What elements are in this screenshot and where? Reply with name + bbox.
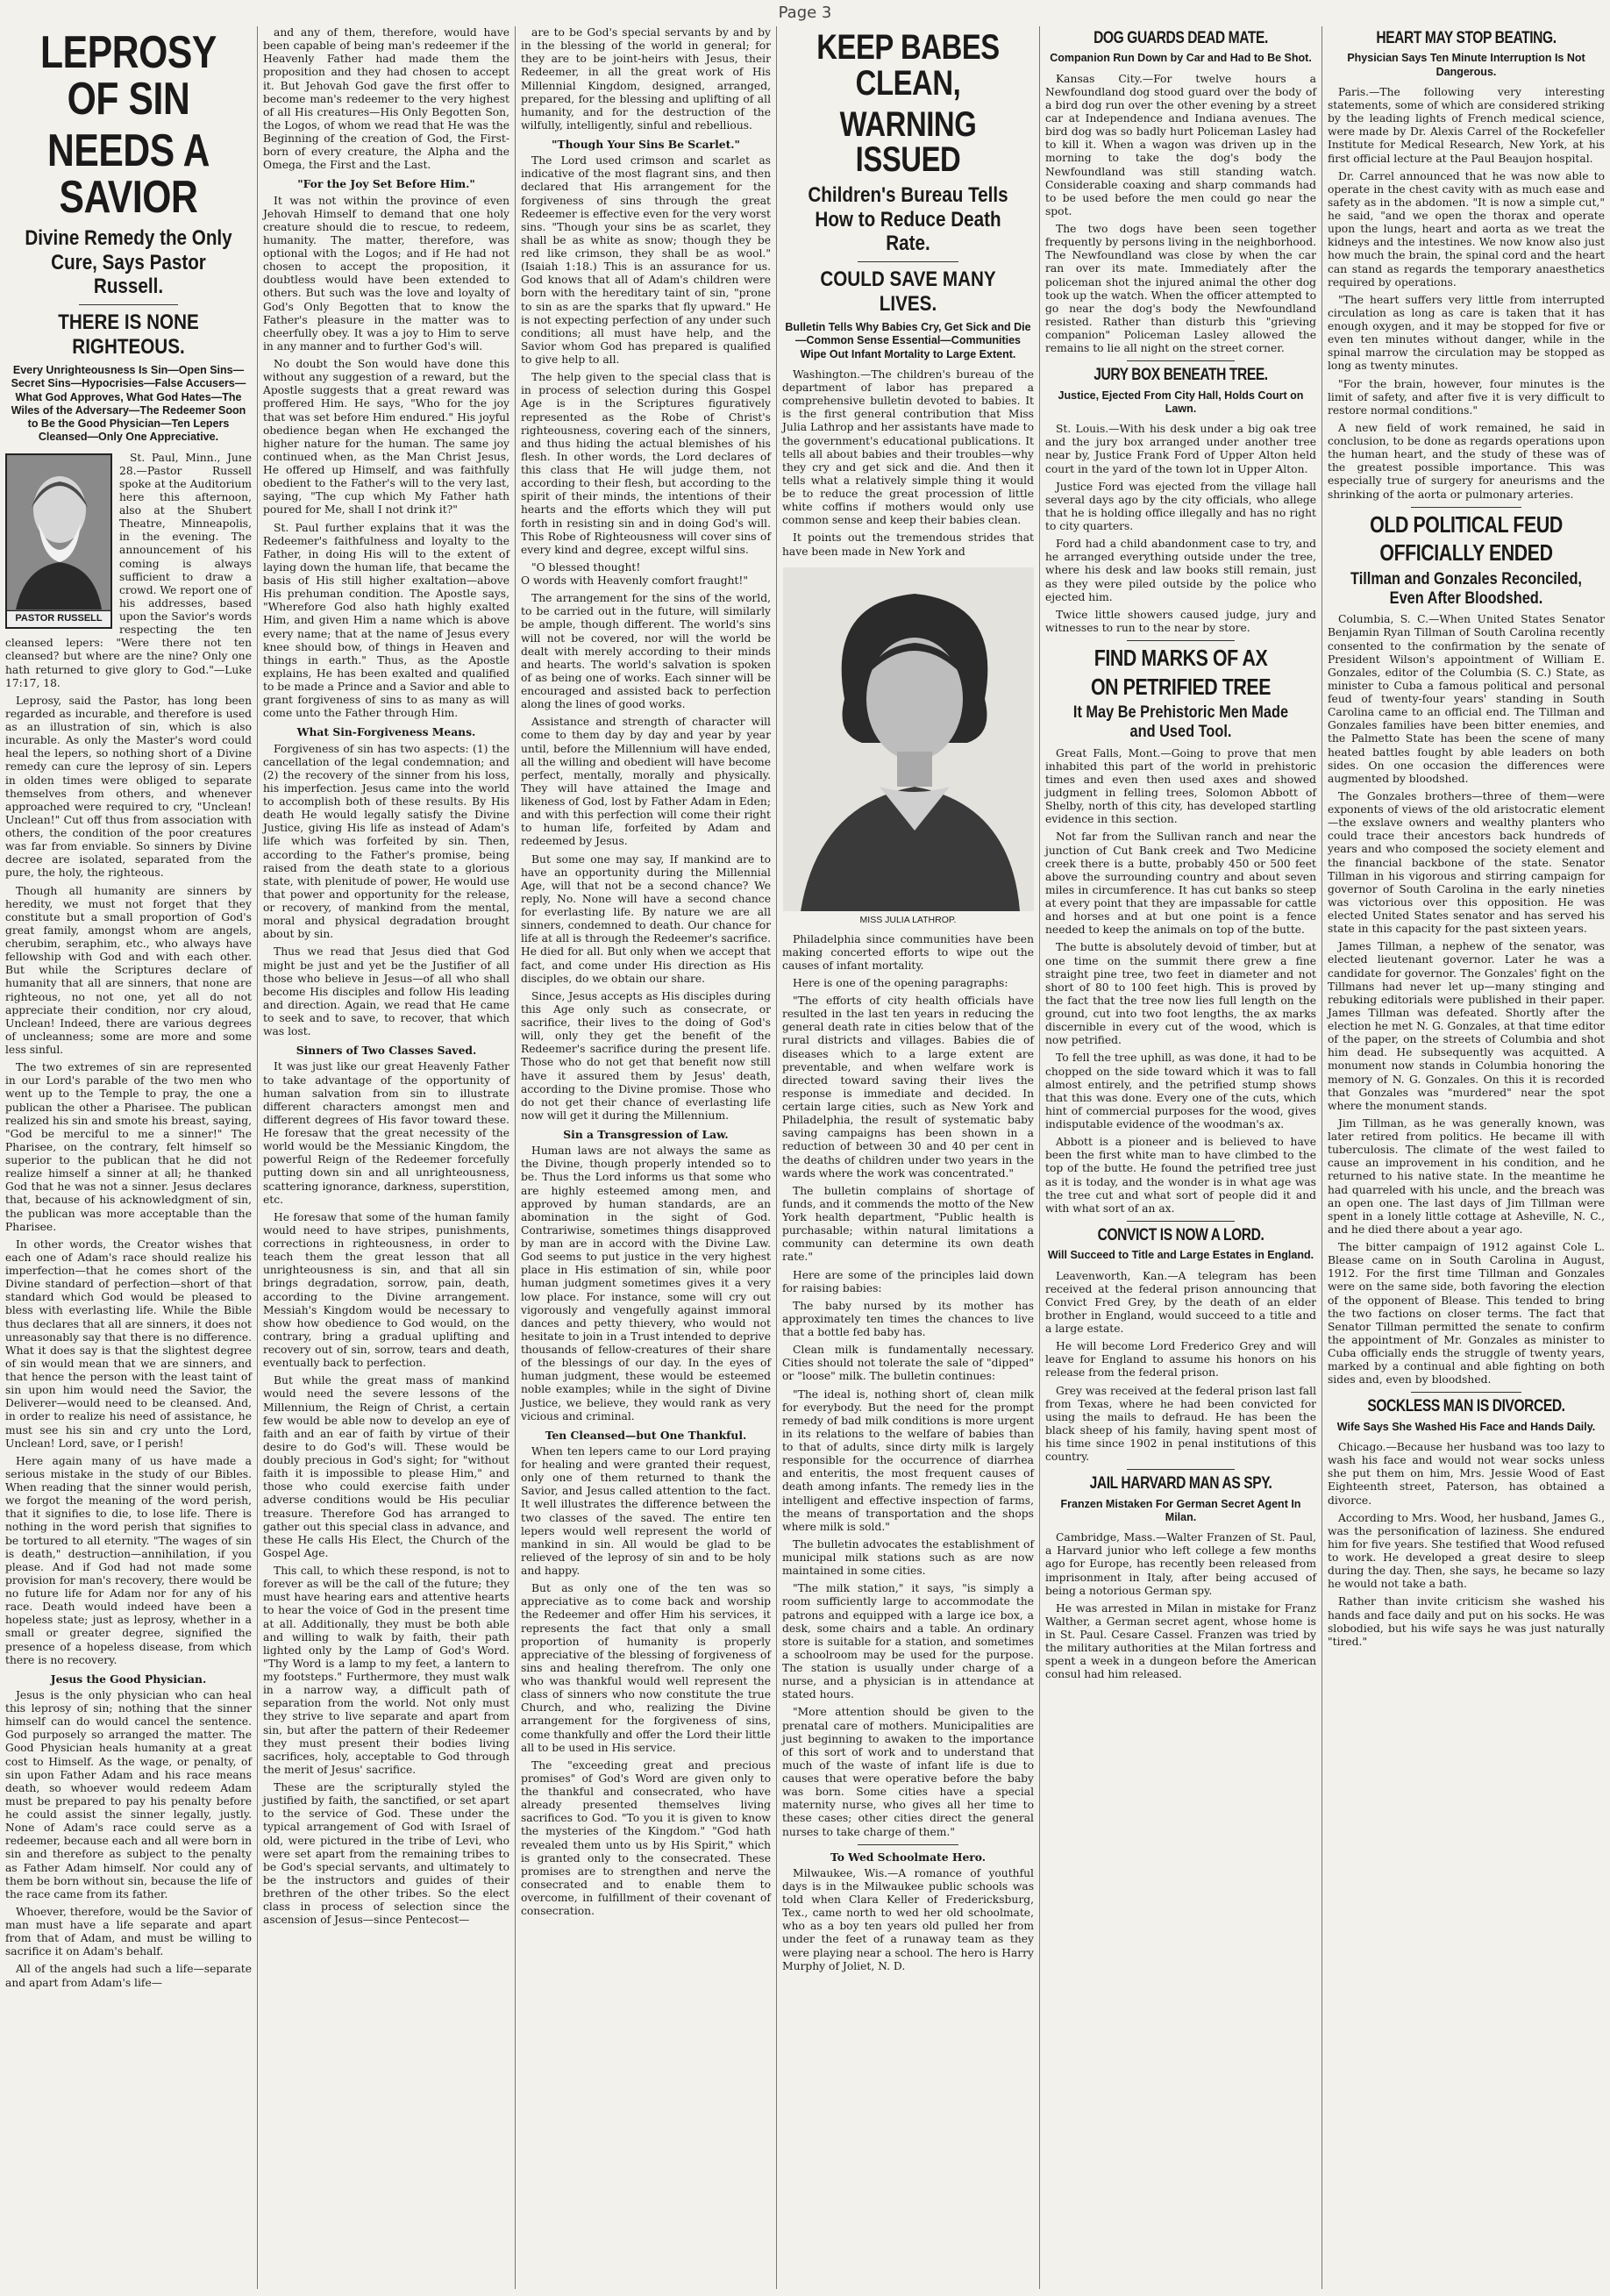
paragraph: Leprosy, said the Pastor, has long been regarded as incurable, and therefore is used as an illustration of sin, which is also incurable. As only the Master's word could heal the lepers, so nothing short of a Divine remedy can cure the leprosy of sin. Lepers in olden times were obliged to separate themselves from others, and whenever approached were required to cry, "Unclean! Unclean!" Cut off thus from association with others, the condition of the poor creatures was far from enviable. So sinners by Divine decree are isolated, separated from the pure, the holy, the righteous.	[5, 694, 252, 880]
paragraph: St. Paul further explains that it was the Redeemer's faithfulness and loyalty to the Father, in doing His will to the extent of laying down the human life, that became the basis of His still higher exaltation—above His prehuman condition. The Apostle says, "Wherefore God also hath highly exalted Him, and given Him a name which is above every name; that at the name of Jesus every knee should bow, of things in Heaven and things in earth." Thus, as the Apostle explains, He has been exalted and qualified to be made a Prince and a Savior and able to grant forgiveness of sins to as many as will come unto the Father through Him.	[263, 521, 509, 720]
paragraph: The bitter campaign of 1912 against Cole L. Blease came on in South Carolina in August, 1912. For the first time Tillman and Gonzales were on the same side, both favoring the election of the opponent of Blease. This tended to bring the two factions on closer terms. The fact that Senator Tillman permitted the senate to confirm the appointment of Mr. Gonzales as minister to Cuba officially ends the struggle of twenty years, marked by a continual and able fighting on both sides and, even by bloodshed.	[1328, 1241, 1605, 1387]
paragraph: Paris.—The following very interesting statements, some of which are considered striking by the leading lights of French medical science, were made by Dr. Alexis Carrel of the Rockefeller Institute for Medical Research, New York, at his first official lecture at the Paul Beaujon hospital.	[1328, 85, 1605, 165]
portrait-image	[7, 455, 110, 610]
paragraph: Rather than invite criticism she washed his hands and face daily and put on his socks. He was slobodied, but his wife says he was just naturally "tired."	[1328, 1595, 1605, 1648]
paragraph: These are the scripturally styled the justified by faith, the sanctified, or set apart to the service of God. These under the typical arrangement of God with Israel of old, were pictured in the tribe of Levi, who were set apart from the remaining tribes to be God's special servants, and ultimately to be the instructors and guides of their brethren of the other tribes. So the elect class in process of selection since the ascension of Jesus—since Pentecost—	[263, 1781, 509, 1927]
keepbabes-headline-2: WARNING ISSUED	[839, 104, 977, 180]
paragraph: "For the brain, however, four minutes is the limit of safety, and after five it is very difficult to restore normal conditions."	[1328, 377, 1605, 417]
markofax-headline-2: ON PETRIFIED TREE	[1090, 673, 1272, 700]
paragraph: "More attention should be given to the prenatal care of mothers. Municipalities are just beginning to awaken to the importance of this sort of work and to understand that much of the waste of infant life is due to causes that were operative before the baby was born. Some cities have a special maternity nurse, who gives all her time to these cases; other cities direct the general nurses to take charge of them."	[782, 1706, 1034, 1838]
paragraph: The baby nursed by its mother has approximately ten times the chances to live that a bottle fed baby has.	[782, 1299, 1034, 1339]
paragraph: Forgiveness of sin has two aspects: (1) the cancellation of the legal condemnation; and (2) the recovery of the sinner from his loss, his imperfection. Jesus came into the world to accomplish both of these results. By His death He would legally satisfy the Divine Justice, giving His life as instead of Adam's life which was forfeited by sin. Then, according to the Father's promise, being raised from the death state to a glorious state, with plenitude of power, He would use that power and opportunity for the release, or recovery, of mankind from the mental, moral and physical degradation brought about by sin.	[263, 742, 509, 941]
feud-subhead: Tillman and Gonzales Reconciled, Even After Bloodshed.	[1350, 569, 1582, 608]
newspaper-page	[0, 26, 1610, 2296]
paragraph: Dr. Carrel announced that he was now able to operate in the chest cavity with as much ease and safety as in the abdomen. "It is now a simple cut," he said, "and we open the thorax and operate upon the lungs, heart and aorta as we treat the kidneys and the intestines. We now know also just how much the brain, the spinal cord and the heart can stand as regards the temporary anaesthetics required by operations.	[1328, 169, 1605, 289]
jurybox-deck: Justice, Ejected From City Hall, Holds Court on Lawn.	[1058, 389, 1304, 415]
paragraph: St. Paul, Minn., June 28.—Pastor Russell spoke at the Auditorium here this afternoon, also at the Shubert Theatre, Minneapolis, in the evening. The announcement of his coming is always sufficient to draw a crowd. We report one of his addresses, based upon the Savior's words respecting the ten cleansed lepers: "Were there not ten cleansed? but where are the nine? Only one hath returned to give glory to God."—Luke 17:17, 18.	[5, 451, 252, 689]
paragraph: The bulletin complains of shortage of funds, and it commends the motto of the New York health department, "Public health is purchasable; within natural limitations a community can determine its own death rate."	[782, 1184, 1034, 1264]
paragraph: Not far from the Sullivan ranch and near the junction of Cut Bank creek and Two Medicine creek there is a butte, probably 450 or 500 feet above the surrounding country and about seven miles in circumference. It has cut banks so steep at every point that they are impassable for cattle and horses and at but one point is a fence needed to keep the animals on top of the butte.	[1045, 831, 1316, 937]
paragraph: According to Mrs. Wood, her husband, James G., was the personification of laziness. She endured him for five years. She testified that Wood refused to work. He developed a great desire to sleep during the day. Then, she says, he became so lazy he would not take a bath.	[1328, 1511, 1605, 1591]
paragraph: The butte is absolutely devoid of timber, but at one time on the summit there grew a fine straight pine tree, two feet in diameter and not short of 80 to 100 feet high. This is proved by the fact that the tree now lies full length on the ground, cut into two foot lengths, the ax marks discernible in every cut of the wood, which is now petrified.	[1045, 941, 1316, 1047]
paragraph: "O blessed thought! O words with Heavenly comfort fraught!"	[521, 560, 749, 587]
paragraph: But some one may say, If mankind are to have an opportunity during the Millennial Age, will that not be a second chance? We reply, No. None will have a second chance for everlasting life. By nature we are all sinners, condemned to death. Our chance for life at all is through the Redeemer's sacrifice. He died for all. But only when we accept that fact, and come under His direction as His disciples, do we obtain our share.	[521, 852, 771, 985]
paragraph: Human laws are not always the same as the Divine, though properly intended so to be. Thus the Lord informs us that some who are highly esteemed among men, and approved by human standards, are an abomination in the sight of God. Contrariwise, sometimes things disapproved by man are in accord with the Divine Law. God seems to put justice in the very highest place in His estimation of sin, while poor human judgment sometimes gives it a very low place. For instance, some will cry out vigorously and vengefully against immoral dances and petty thievery, who would not hesitate to join in a Trust intended to deprive thousands of fellow-creatures of their share of the blessings of our day. In the eyes of human judgment, these would be esteemed noble examples; while in the sight of Divine Justice, we believe, they would rank as very vicious and criminal.	[521, 1144, 771, 1423]
paragraph: In other words, the Creator wishes that each one of Adam's race should realize his imperfection—that he comes short of the Divine standard of perfection—short of that standard which God would be pleased to bless with everlasting life. While the Bible thus declares that all are sinners, it does not unreasonably say that there is no difference. What it does say is that the slightest degree of sin would mean that we are sinners, and that hence the person with the least taint of sin upon him would need the Savior, the Deliverer—would need to be cleansed. And, in order to realize his need of assistance, he must see his sin and cry unto the Lord, Unclean! Lord, save, or I perish!	[5, 1237, 252, 1450]
paragraph: The Gonzales brothers—three of them—were exponents of views of the old aristocratic element—the exslave owners and wealthy planters who could trace their ancestors back hundreds of years and who composed the society element and the financial backbone of the state. Senator Tillman in his vigorous and stirring campaign for governor of South Carolina in the early nineties was victorious over this opposition. He was elected United States senator and has served his state in this capacity for the past sixteen years.	[1328, 789, 1605, 936]
paragraph: Grey was received at the federal prison last fall from Texas, where he had been convicted for using the mails to defraud. He has been the black sheep of his family, having spent most of his time since 1902 in penal institutions of this country.	[1045, 1384, 1316, 1464]
paragraph: St. Louis.—With his desk under a big oak tree and the jury box arranged under another tree near by, Justice Frank Ford of Upper Alton held court in the yard of the town lot in Upper Alton.	[1045, 423, 1316, 475]
paragraph: Columbia, S. C.—When United States Senator Benjamin Ryan Tillman of South Carolina recently consented to the confirmation by the senate of President Wilson's appointment of William E. Gonzales, editor of the Columbia (S. C.) State, as minister to Cuba a famous political and personal feud of twenty-four years' standing in South Carolina came to an official end. The Tillman and Gonzales families have been bitter enemies, and the Palmetto State has been the scene of many heated battles fought by able leaders on both sides. On one occasion the differences were augmented by bloodshed.	[1328, 613, 1605, 785]
feud-headline-1: OLD POLITICAL FEUD	[1370, 510, 1563, 538]
paragraph: Here are some of the principles laid down for raising babies:	[782, 1268, 1034, 1294]
sockless-deck: Wife Says She Washed His Face and Hands Daily.	[1336, 1420, 1596, 1433]
dogguards-deck: Companion Run Down by Car and Had to Be Shot.	[1050, 52, 1312, 65]
paragraph: Assistance and strength of character will come to them day by day and year by year until, before the Millennium will have ended, all the willing and obedient will have become perfect, mentally, morally and physically. They will have attained the Image and likeness of God, lost by Father Adam in Eden; and with this perfection will come their right to human life, forfeited by Adam and redeemed by Jesus.	[521, 716, 771, 848]
markofax-headline-1: FIND MARKS OF AX	[1094, 645, 1268, 671]
column-1	[0, 26, 258, 2289]
paragraph: "The efforts of city health officials have resulted in the last ten years in reducing the general death rate in cities below that of the rural districts and villages. Babies die of diseases which to a large extent are preventable, and when welfare work is directed toward saving their lives the response is immediate and decided. In certain large cities, such as New York and Philadelphia, the result of systematic baby saving campaigns has been shown in a reduction of between 30 and 40 per cent in the deaths of children under two years in the wards where the work was concentrated."	[782, 995, 1034, 1180]
paragraph: The arrangement for the sins of the world, to be carried out in the future, will similarly be ample, though different. The world's sins will not be covered, nor will the world be dealt with merely according to their minds and hearts. The world's salvation is spoken of as being one of works. Each sinner will be encouraged and assisted back to perfection along the lines of good works.	[521, 592, 771, 711]
heart-deck: Physician Says Ten Minute Interruption Is Not Dangerous.	[1347, 52, 1585, 78]
paragraph: The bulletin advocates the establishment of municipal milk stations such as are now maintained in some cities.	[782, 1537, 1034, 1578]
paragraph: Justice Ford was ejected from the village hall several days ago by the city officials, who allege that he is holding office illegally and has no right to city quarters.	[1045, 480, 1316, 532]
paragraph: Since, Jesus accepts as His disciples during this Age only such as consecrate, or sacrifice, their lives to the doing of God's will, only they get the benefit of the Redeemer's sacrifice during the present life. Those who do not get that benefit now still have it assured them by Jesus' death, according to the Divine promise. Those who do not get their chance of everlasting life now will get it during the Millennium.	[521, 989, 771, 1122]
heart-headline: HEART MAY STOP BEATING.	[1376, 29, 1557, 47]
paragraph: Jesus is the only physician who can heal this leprosy of sin; nothing that the sinner himself can do would cancel the sentence. God purposely so arranged the matter. The Good Physician heals humanity at a great cost to Himself. As the wage, or penalty, of sin upon Father Adam and his race means death, so whoever would redeem Adam must be prepared to pay his penalty before he could assist the sinner legally, justly. None of Adam's race could serve as a redeemer, because each and all were born in sin and therefore as subject to the penalty as Father Adam himself. Nor could any of them be born without sin, because the life of the race came from its father.	[5, 1688, 252, 1900]
paragraph: To fell the tree uphill, as was done, it had to be chopped on the side toward which it was to fall almost entirely, and the petrified stump shows that this was done. Every one of the cuts, which hint of commercial purposes for the wood, gives indisputable evidence of the woodman's ax.	[1045, 1052, 1316, 1131]
paragraph: Here again many of us have made a serious mistake in the study of our Bibles. When reading that the sinner would perish, we forgot the meaning of the word perish, that it signifies to die, to lose life. There is nothing in the word perish that signifies to be tortured to all eternity. "The wages of sin is death," destruction—annihilation, if you please. And if God had not made some provision for man's recovery, there would be no future life for Adam nor for any of his race. Death would indeed have been a hopeless state; just as leprosy, whether in a small or greater degree, signified the presence of a hopeless disease, from which there is no recovery.	[5, 1454, 252, 1666]
paragraph: The "exceeding great and precious promises" of God's Word are given only to the thankful and consecrated, who have already presented themselves living sacrifices to God. "To you it is given to know the mysteries of the Kingdom." "God hath revealed them unto us by His Spirit," which is granted only to the consecrated. These promises are to strengthen and nerve the consecrated and to enable them to overcome, in fulfillment of their covenant of consecration.	[521, 1758, 771, 1918]
paragraph: Twice little showers caused judge, jury and witnesses to run to the near by store.	[1045, 608, 1316, 634]
column-6	[1322, 26, 1610, 2289]
column-2	[258, 26, 516, 2289]
keepbabes-deck: Bulletin Tells Why Babies Cry, Get Sick and Die—Common Sense Essential—Communities Wipe Out Infant Mortality to Large Extent.	[785, 321, 1031, 360]
paragraph: Ford had a child abandonment case to try, and he arranged everything outside under the tree, where his desk and law books still remain, just as they were piled outside by the police who ejected him.	[1045, 538, 1316, 603]
leprosy-deck: Every Unrighteousness Is Sin—Open Sins—Secret Sins—Hypocrisies—False Accusers—What God Approves, What God Hates—The Wiles of the Adversary—The Redeemer Soon to Be the Good Physician—Ten Lepers Cleansed—Only One Appreciative.	[11, 364, 246, 444]
paragraph: Clean milk is fundamentally necessary. Cities should not tolerate the sale of "dipped" or "loose" milk. The bulletin continues:	[782, 1344, 1034, 1383]
column-3	[516, 26, 777, 2289]
section-heading: Jesus the Good Physician.	[50, 1672, 207, 1686]
paragraph: The two dogs have been seen together frequently by persons living in the neighborhood. The Newfoundland was close by when the car ran over its mate. Immediately after the policeman shot the injured animal the other dog took up the watch. When the officer attempted to go near the dog's body the Newfoundland resisted. Rather than disturb this "grieving companion" Policeman Lasley allowed the remains to lie all night on the street corner.	[1045, 223, 1316, 355]
section-heading: Sinners of Two Classes Saved.	[296, 1044, 477, 1058]
pastor-russell-portrait	[5, 453, 112, 629]
leprosy-subhead: Divine Remedy the Only Cure, Says Pastor Russell.	[25, 226, 232, 299]
paragraph: All of the angels had such a life—separate and apart from Adam's life—	[5, 1963, 252, 1989]
paragraph: Thus we read that Jesus died that God might be just and yet be the Justifier of all those who believe in Jesus—of all who shall become His disciples and follow His leading and direction. Again, we read that He came to seek and to save, to recover, that which was lost.	[263, 945, 509, 1038]
paragraph: Though all humanity are sinners by heredity, we must not forget that they constitute but a small proportion of God's great family, amongst whom are angels, cherubim, seraphim, etc., who always have fellowship with God and with each other. But while the Scriptures declare of humanity that all are sinners, that none are righteous, no not one, yet all do not appreciate their condition, nor cry aloud, Unclean! Indeed, there are various degrees of uncleanness; some are more and some less sinful.	[5, 884, 252, 1057]
paragraph: The two extremes of sin are represented in our Lord's parable of the two men who went up to the Temple to pray, the one a publican the other a Pharisee. The publican realized his sin and smote his breast, saying, "God be merciful to me a sinner!" The Pharisee, on the contrary, felt himself so superior to the publican that he did not realize himself a sinner at all; he thanked God that he was not a sinner. Jesus declares that, because of his acknowledgment of sin, the publican was more acceptable than the Pharisee.	[5, 1061, 252, 1233]
keepbabes-subhead-2: COULD SAVE MANY LIVES.	[820, 267, 996, 316]
paragraph: He will become Lord Frederico Grey and will leave for England to assume his honors on his release from the federal prison.	[1045, 1340, 1316, 1380]
paragraph: "The ideal is, nothing short of, clean milk for everybody. But the need for the prompt remedy of bad milk conditions is more urgent in its relations to the welfare of babies than to that of adults, since dirty milk is largely responsible for the occurrence of diarrhea and enteritis, the most frequent causes of death among infants. The remedy lies in the intelligent and effective inspection of farms, the means of transportation and the shops where milk is sold."	[782, 1387, 1034, 1533]
paragraph: "The heart suffers very little from interrupted circulation as long as care is taken that it has enough oxygen, and it may be stopped for five or even ten minutes without danger, while in the spinal marrow the circulation may be stopped as long as twenty minutes.	[1328, 293, 1605, 373]
paragraph: Leavenworth, Kan.—A telegram has been received at the federal prison announcing that Convict Fred Grey, by the death of an elder brother in England, would succeed to a title and a large estate.	[1045, 1269, 1316, 1336]
section-heading: Sin a Transgression of Law.	[563, 1128, 729, 1141]
jurybox-headline: JURY BOX BENEATH TREE.	[1094, 366, 1268, 385]
paragraph: A new field of work remained, he said in conclusion, to be done as regards operations upon the human heart, and the study of these was of the greatest possible importance. This was especially true of surgery for aneurisms and the shrinking of the aorta or pulmonary arteries.	[1328, 421, 1605, 501]
paragraph: The Lord used crimson and scarlet as indicative of the most flagrant sins, and then declared that His arrangement for the forgiveness of sins through the great Redeemer is effective even for the very worst sins. "Though your sins be as scarlet, they shall be as white as snow; though they be red like crimson, they shall be as wool." (Isaiah 1:18.) This is an assurance for us. God knows that all of Adam's children were born with the hereditary taint of sin, "prone to sin as are the sparks that fly upward." He is not expecting perfection of any under such conditions; all must have help, and the Savior whom God has prepared is qualified to give help to all.	[521, 154, 771, 366]
paragraph: It was not within the province of even Jehovah Himself to demand that one holy creature should die to rescue, to redeem, humanity. The matter, therefore, was optional with the Logos; and if He had not chosen to accept the proposition, it doubtless would have been extended to others. But such was the love and loyalty of God's Only Begotten that to know the Father's pleasure in the matter was to cheerfully obey. It was a joy to Him to serve in any manner and to further God's will.	[263, 194, 509, 353]
paragraph: But while the great mass of mankind would need the severe lessons of the Millennium, the Reign of Christ, a certain few would be able now to develop an eye of faith and an ear of faith by virtue of their desire to do God's will. These would be doubly precious in God's sight; for "without faith it is impossible to please Him," and those who could exercise faith under adverse conditions would be His peculiar treasure. Therefore God has arranged to gather out this special class in advance, and these He calls His Elect, the Church of the Gospel Age.	[263, 1374, 509, 1559]
harvard-headline: JAIL HARVARD MAN AS SPY.	[1089, 1474, 1272, 1494]
paragraph: Abbott is a pioneer and is believed to have been the first white man to have climbed to the top of the butte. He found the petrified tree just as it is today, and the wonder is in what age was the tree cut and what sort of people did it and with what sort of an ax.	[1045, 1136, 1316, 1215]
paragraph: Washington.—The children's bureau of the department of labor has prepared a comprehensive bulletin devoted to babies. It is the first general contribution that Miss Julia Lathrop and her assistants have made to the government's educational publications. It tells all about babies and their troubles—why they cry and get sick and die. And then it tells what a relatively simple thing it would be to reduce the great procession of little white coffins if mothers would only use common sense and keep their babies clean.	[782, 367, 1034, 527]
feud-headline-2: OFFICIALLY ENDED	[1379, 539, 1553, 567]
photo-caption: MISS JULIA LATHROP.	[859, 914, 957, 925]
page-marker: Page 3	[778, 4, 832, 22]
paragraph: No doubt the Son would have done this without any suggestion of a reward, but the Apostle suggests that a great reward was proffered Him. He says, "Who for the joy that was set before Him endured." His joyful obedience began when He exchanged the higher nature for the human. The same joy continued when, as the Man Christ Jesus, He offered up Himself, and was faithfully obedient to the Father's will to the very last, saying, "The cup which My Father hath poured for Me, shall I not drink it?"	[263, 358, 509, 517]
section-heading: "Though Your Sins Be Scarlet."	[552, 138, 740, 151]
markofax-subhead: It May Be Prehistoric Men Made and Used Tool.	[1072, 703, 1289, 741]
paragraph: Kansas City.—For twelve hours a Newfoundland dog stood guard over the body of a bird dog run over the other evening by a street car at Independence and Indiana avenues. The bird dog was so badly hurt Policeman Lasley had to kill it. When a wagon was driven up in the morning to take the dog's body the Newfoundland was still standing watch. Considerable coaxing and sharp commands had to be used before the men could go near the spot.	[1045, 72, 1316, 217]
section-heading: Ten Cleansed—but One Thankful.	[545, 1428, 747, 1442]
paragraph: Whoever, therefore, would be the Savior of man must have a life separate and apart from that of Adam, and must be willing to sacrifice it on Adam's behalf.	[5, 1905, 252, 1958]
julia-lathrop-photo	[783, 567, 1034, 911]
paragraph: He foresaw that some of the human family would need to have stripes, punishments, corrections in righteousness, in order to teach them the great lesson that all unrighteousness is sin, and that all sin brings degradation, sorrow, pain, death, according to the Divine arrangement. Messiah's Kingdom would be necessary to show how obedience to God would, on the contrary, bring a gradual uplifting and recovery out of sin, sorrow, tears and death, eventually back to perfection.	[263, 1210, 509, 1370]
harvard-deck: Franzen Mistaken For German Secret Agent In Milan.	[1060, 1497, 1301, 1523]
paragraph: and any of them, therefore, would have been capable of being man's redeemer if the Heavenly Father had made them the proposition and they had chosen to accept it. But Jehovah God gave the first offer to become man's redeemer to the very highest of all His creatures—His Only Begotten Son, the Logos, of whom we read that He was the Beginning of the creation of God, the First-born of every creature, the Alpha and the Omega, the First and the Last.	[263, 26, 509, 172]
paragraph: It points out the tremendous strides that have been made in New York and	[782, 531, 1034, 558]
section-heading: "For the Joy Set Before Him."	[297, 177, 475, 191]
paragraph: Chicago.—Because her husband was too lazy to wash his face and would not wear socks unless she put them on him, Mrs. Jessie Wood of East Eighteenth street, Paterson, has obtained a divorce.	[1328, 1441, 1605, 1507]
sockless-headline: SOCKLESS MAN IS DIVORCED.	[1367, 1397, 1565, 1416]
paragraph: Cambridge, Mass.—Walter Franzen of St. Paul, a Harvard junior who left college a few months ago for Europe, has recently been released from imprisonment in Italy, after being accused of being a notorious German spy.	[1045, 1531, 1316, 1597]
keepbabes-headline-1: KEEP BABES CLEAN,	[816, 28, 1000, 103]
paragraph: When ten lepers came to our Lord praying for healing and were granted their request, only one of them returned to thank the Savior, and Jesus called attention to the fact. It well illustrates the difference between the two classes of the saved. The entire ten lepers would well represent the world of mankind in sin. All would be glad to be relieved of the leprosy of sin and to be holy and happy.	[521, 1444, 771, 1577]
paragraph: Jim Tillman, as he was generally known, was later retired from politics. He became ill with tuberculosis. The climate of the west failed to cause an improvement in his condition, and he returned to his native state. In the meantime he had quarreled with his uncle, and the breach was an open one. The last days of Jim Tillman were spent in a lonely little cottage at Asheville, N. C., and he died there about a year ago.	[1328, 1116, 1605, 1236]
paragraph: "The milk station," it says, "is simply a room sufficiently large to accommodate the patrons and equipped with a large ice box, a desk, some chairs and a table. An ordinary store is suitable for a station, and sometimes a schoolroom may be used for the purpose. The station is usually under charge of a nurse, and a physician is in attendance at stated hours.	[782, 1582, 1034, 1701]
paragraph: Milwaukee, Wis.—A romance of youthful days is in the Milwaukee public schools was told when Clara Keller of Fredericksburg, Tex., came north to wed her old schoolmate, who as a boy ten years old pulled her from under the feet of a runaway team as they were playing near a school. The hero is Harry Murphy of Joliet, N. D.	[782, 1866, 1034, 1972]
paragraph: Great Falls, Mont.—Going to prove that men inhabited this part of the world in prehistoric times and even then used axes and showed judgment in felling trees, Solomon Abbott of Shelby, north of this city, has developed startling evidence in this section.	[1045, 746, 1316, 826]
lathrop-image	[783, 567, 1034, 911]
column-4	[777, 26, 1040, 2289]
section-heading: What Sin-Forgiveness Means.	[296, 725, 476, 739]
paragraph: Here is one of the opening paragraphs:	[793, 976, 1008, 989]
schoolmate-headline: To Wed Schoolmate Hero.	[830, 1850, 987, 1864]
paragraph: But as only one of the ten was so appreciative as to come back and worship the Redeemer and offer Him his services, it represents the fact that only a small proportion of humanity is properly appreciative of the blessing of forgiveness of sins and healing therefrom. The only one who was thankful would well represent the class of sinners who now constitute the true Church, and who, realizing the Divine arrangement for the forgiveness of sins, come thankfully and offer the Lord their little all to be used in His service.	[521, 1582, 771, 1754]
leprosy-headline-1: LEPROSY OF SIN	[40, 27, 217, 125]
paragraph: He was arrested in Milan in mistake for Franz Walther, a German secret agent, whose home is in St. Paul. Cesare Cassel. Franzen was tried by the military authorities at the Milan fortress and spent a week in a dungeon before the American consul had him released.	[1045, 1601, 1316, 1681]
paragraph: This call, to which these respond, is not to forever as will be the call of the future; they must have hearing ears and attentive hearts to hear the voice of God in the present time at all. Additionally, they must be both able and willing to walk by faith, their path lighted only by the Lamp of God's Word. "Thy Word is a lamp to my feet, a lantern to my footsteps." Furthermore, they must walk in a narrow way, a difficult path of separation from the world. Not only must they strive to live separate and apart from sin, but after the pattern of their Redeemer they must present their bodies living sacrifices, holy, acceptable to God through the merit of Jesus' sacrifice.	[263, 1565, 509, 1776]
portrait-caption: PASTOR RUSSELL	[7, 610, 110, 627]
keepbabes-subhead: Children's Bureau Tells How to Reduce Death Rate.	[808, 183, 1008, 256]
paragraph: James Tillman, a nephew of the senator, was elected lieutenant governor. Later he was a candidate for governor. The Gonzales' fight on the Tillmans had never let up—many stinging and rebuking editorials were published in their paper. James Tillman was defeated. Shortly after the election he met N. G. Gonzales, at that time editor of the paper, on the streets of Columbia and shot him dead. He subsequently was acquitted. A monument now stands in Columbia honoring the memory of N. G. Gonzales. On this it is recorded that Gonzales was "murdered" near the spot where the monument stands.	[1328, 940, 1605, 1112]
column-5	[1040, 26, 1322, 2289]
leprosy-headline-2: NEEDS A SAVIOR	[46, 125, 210, 224]
paragraph: are to be God's special servants by and by in the blessing of the world in general; for they are to be joint-heirs with Jesus, their Redeemer, in all the great work of His Millennial Kingdom, designed, arranged, prepared, for the blessing and uplifting of all humanity, and for the destruction of the wilfully, intelligently, sinful and rebellious.	[521, 26, 771, 132]
dogguards-headline: DOG GUARDS DEAD MATE.	[1094, 29, 1268, 47]
paragraph: The help given to the special class that is in process of selection during this Gospel Age is in the Scriptures figuratively represented as the Robe of Christ's righteousness, covering each of the sinners, and thus hiding the actual blemishes of his flesh. In other words, the Lord declares of this class that He will judge them, not according to their flesh, but according to the spirit of their minds, the intentions of their hearts and the efforts which they will put forth in resisting sin and in doing God's will. This Robe of Righteousness will cover sins of every kind and degree, except wilful sins.	[521, 371, 771, 556]
convict-deck: Will Succeed to Title and Large Estates in England.	[1047, 1249, 1314, 1262]
leprosy-subhead-2: THERE IS NONE RIGHTEOUS.	[58, 310, 199, 359]
paragraph: Philadelphia since communities have been making concerted efforts to wipe out the causes of infant mortality.	[782, 932, 1034, 972]
convict-headline: CONVICT IS NOW A LORD.	[1097, 1225, 1264, 1244]
paragraph: It was just like our great Heavenly Father to take advantage of the opportunity of human salvation from sin to illustrate different characters amongst men and different degrees of His favor toward these. He foresaw that the great necessity of the world would be the Messianic Kingdom, the powerful Reign of the Redeemer forcefully putting down sin and all unrighteousness, scattering ignorance, darkness, superstition, etc.	[263, 1060, 509, 1206]
